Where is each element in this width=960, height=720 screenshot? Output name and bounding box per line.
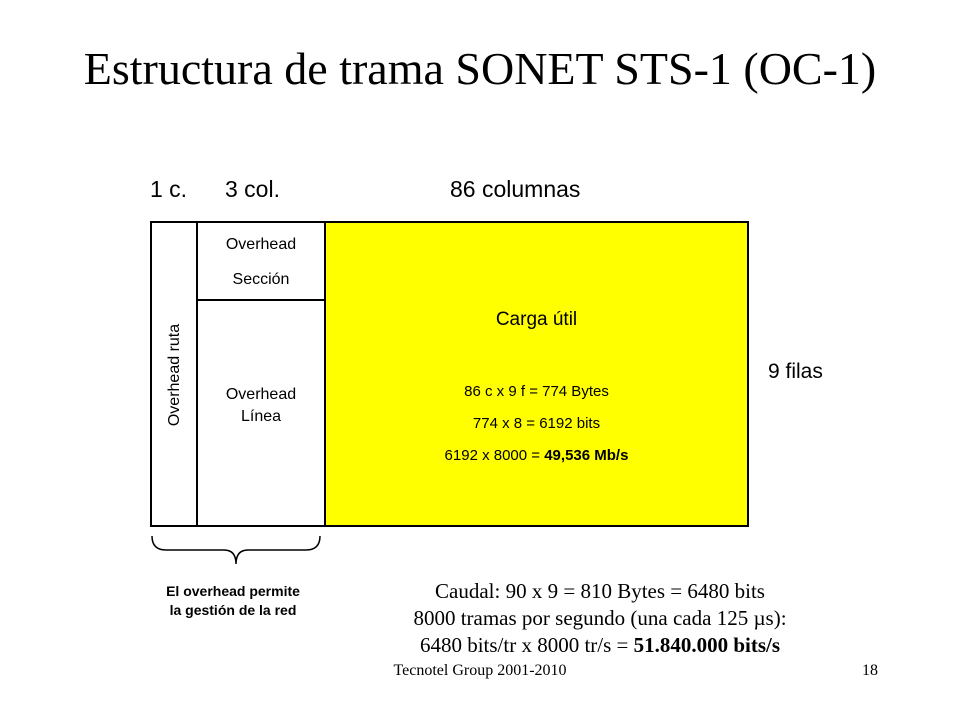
- caudal-line2: 8000 tramas por segundo (una cada 125 µs):: [413, 606, 787, 630]
- rows-label: 9 filas: [768, 360, 823, 383]
- column-label-86col: 86 columnas: [450, 176, 581, 202]
- footer-text: Tecnotel Group 2001-2010: [393, 662, 567, 679]
- page-number: 18: [862, 662, 878, 679]
- caudal-line3-prefix: 6480 bits/tr x 8000 tr/s =: [419, 633, 634, 657]
- column-label-1c: 1 c.: [150, 176, 188, 202]
- overhead-linea-line2: Línea: [240, 408, 282, 425]
- overhead-seccion-cell: [198, 223, 324, 301]
- payload-calc-bytes: 86 c x 9 f = 774 Bytes: [464, 383, 609, 400]
- payload-rate-value: 49,536 Mb/s: [544, 447, 629, 464]
- caudal-line3-value: 51.840.000 bits/s: [633, 633, 781, 657]
- payload-title: Carga útil: [495, 309, 578, 330]
- overhead-ruta-column: [152, 223, 198, 525]
- payload-calc-bits: 774 x 8 = 6192 bits: [472, 415, 601, 432]
- overhead-note: [130, 582, 336, 620]
- sts1-frame: [150, 221, 749, 527]
- caudal-line1: Caudal: 90 x 9 = 810 Bytes = 6480 bits: [435, 579, 765, 603]
- payload-area: [326, 223, 747, 525]
- payload-calc-rate: [326, 447, 747, 464]
- overhead-column: [198, 223, 326, 525]
- caudal-line3: [340, 632, 860, 659]
- overhead-ruta-label: Overhead ruta: [166, 323, 183, 427]
- caudal-text: [340, 578, 860, 659]
- column-label-3col: 3 col.: [225, 176, 280, 202]
- overhead-seccion-line2: Sección: [232, 271, 290, 288]
- overhead-note-line2: la gestión de la red: [169, 602, 297, 618]
- payload-rate-prefix: 6192 x 8000 =: [444, 447, 545, 464]
- slide-title: Estructura de trama SONET STS-1 (OC-1): [83, 43, 877, 94]
- overhead-linea-line1: Overhead: [225, 386, 297, 403]
- curly-brace-icon: [148, 530, 324, 576]
- overhead-seccion-line1: Overhead: [225, 236, 297, 253]
- overhead-note-line1: El overhead permite: [166, 583, 300, 599]
- overhead-linea-cell: [198, 301, 324, 525]
